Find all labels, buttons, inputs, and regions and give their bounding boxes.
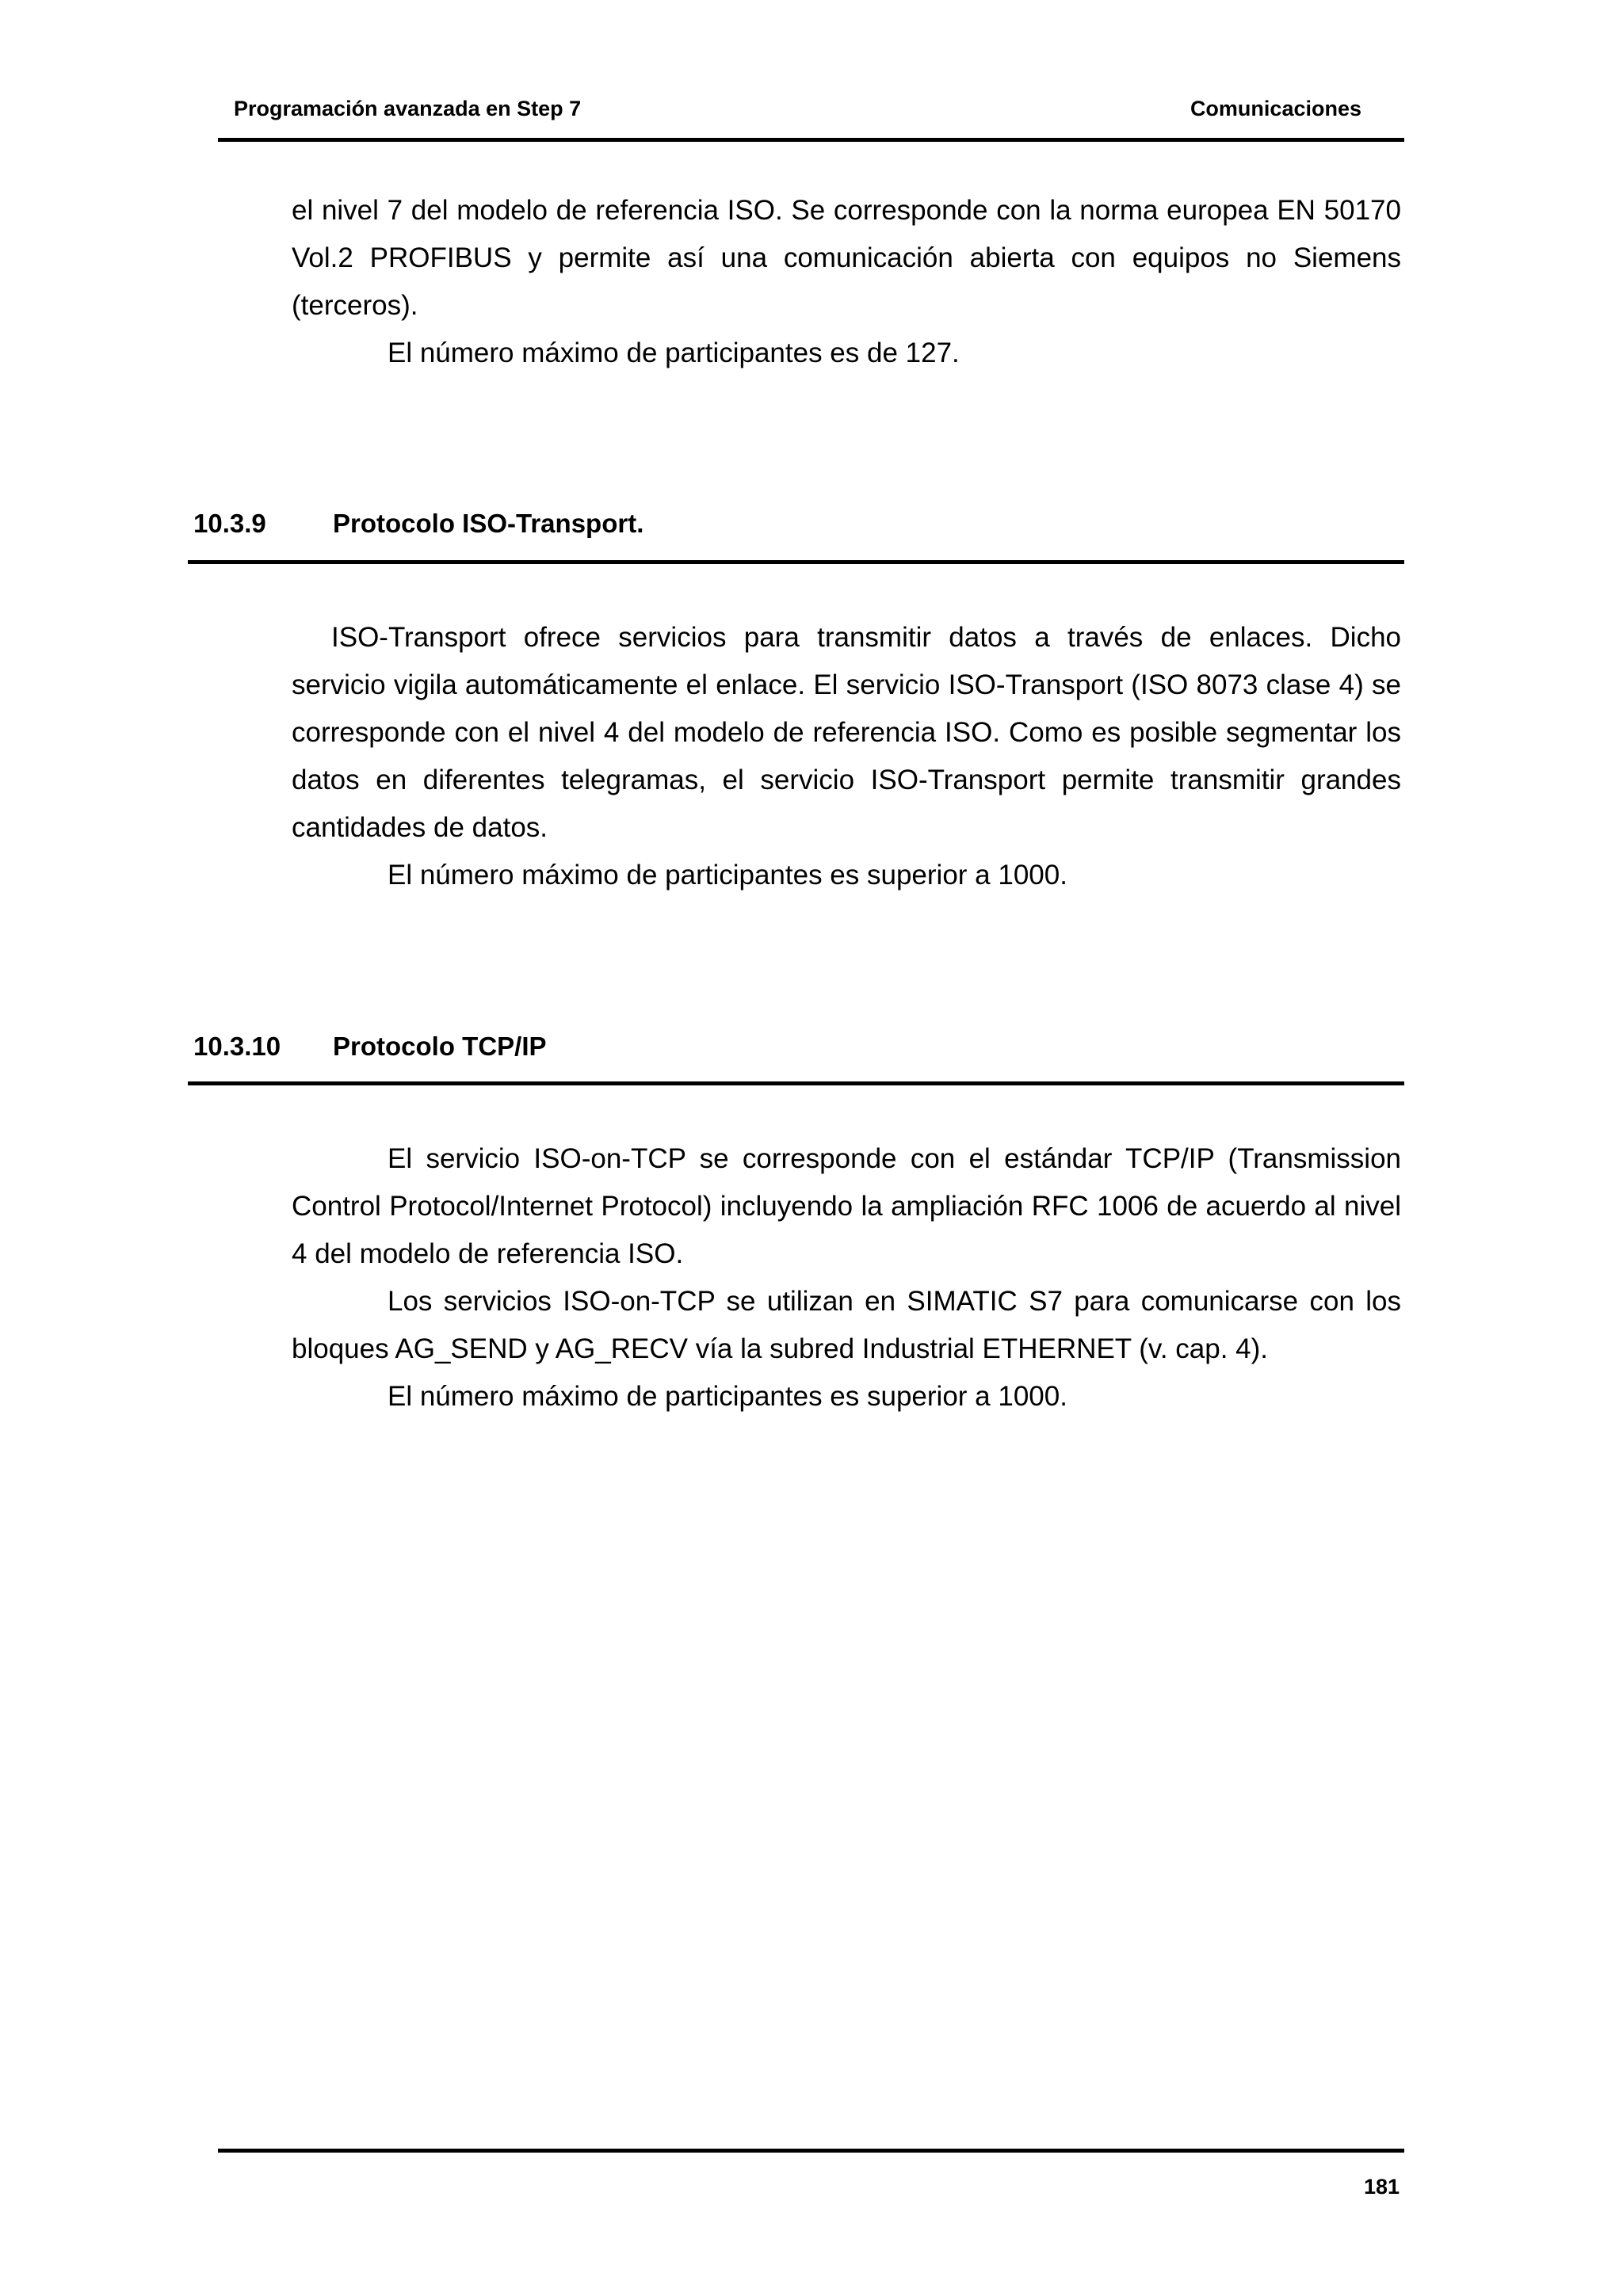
section-rule xyxy=(188,1081,1404,1085)
intro-text-block xyxy=(292,187,1401,377)
header-book-title: Programación avanzada en Step 7 xyxy=(234,97,582,120)
section-heading-iso-transport xyxy=(193,509,1382,548)
iso-transport-text-block xyxy=(292,614,1401,899)
tcp-ip-text-block xyxy=(292,1135,1401,1421)
page-header xyxy=(234,97,1361,128)
iso-transport-paragraph-2: El número máximo de participantes es superior a 1000. xyxy=(388,860,1067,891)
section-rule xyxy=(188,560,1404,564)
section-number: 10.3.9 xyxy=(193,509,266,538)
iso-transport-paragraph-1: ISO-Transport ofrece servicios para transmitir datos a través de enlaces. Dicho servicio vigila automáticamente el enlace. El servicio ISO-Transport (ISO 8073 clase 4) se corresponde con el nivel 4 del modelo de referencia ISO. Como es posible segmentar los datos en diferentes telegramas, el servicio ISO-Transport permite transmitir grandes cantidades de datos. xyxy=(292,622,1401,843)
intro-paragraph-1: el nivel 7 del modelo de referencia ISO. Se corresponde con la norma europea EN 50170 Vol.2 PROFIBUS y permite así una comunicación abierta con equipos no Siemens (terceros). xyxy=(292,195,1401,321)
section-number: 10.3.10 xyxy=(193,1032,281,1061)
header-rule xyxy=(218,138,1404,142)
section-title: Protocolo TCP/IP xyxy=(333,1032,547,1061)
section-heading-tcp-ip xyxy=(193,1032,1382,1071)
page-number: 181 xyxy=(1363,2175,1400,2199)
tcp-ip-paragraph-3: El número máximo de participantes es superior a 1000. xyxy=(388,1381,1067,1412)
tcp-ip-paragraph-2: Los servicios ISO-on-TCP se utilizan en SIMATIC S7 para comunicarse con los bloques AG_SEND y AG_RECV vía la subred Industrial ETHERNET (v. cap. 4). xyxy=(292,1286,1401,1364)
header-chapter-title: Comunicaciones xyxy=(1190,97,1361,120)
section-title: Protocolo ISO-Transport. xyxy=(333,509,644,538)
intro-paragraph-2: El número máximo de participantes es de 127. xyxy=(388,338,960,368)
footer-rule xyxy=(218,2149,1404,2153)
tcp-ip-paragraph-1: El servicio ISO-on-TCP se corresponde con el estándar TCP/IP (Transmission Control Protocol/Internet Protocol) incluyendo la ampliación RFC 1006 de acuerdo al nivel 4 del modelo de referencia ISO. xyxy=(292,1143,1401,1269)
